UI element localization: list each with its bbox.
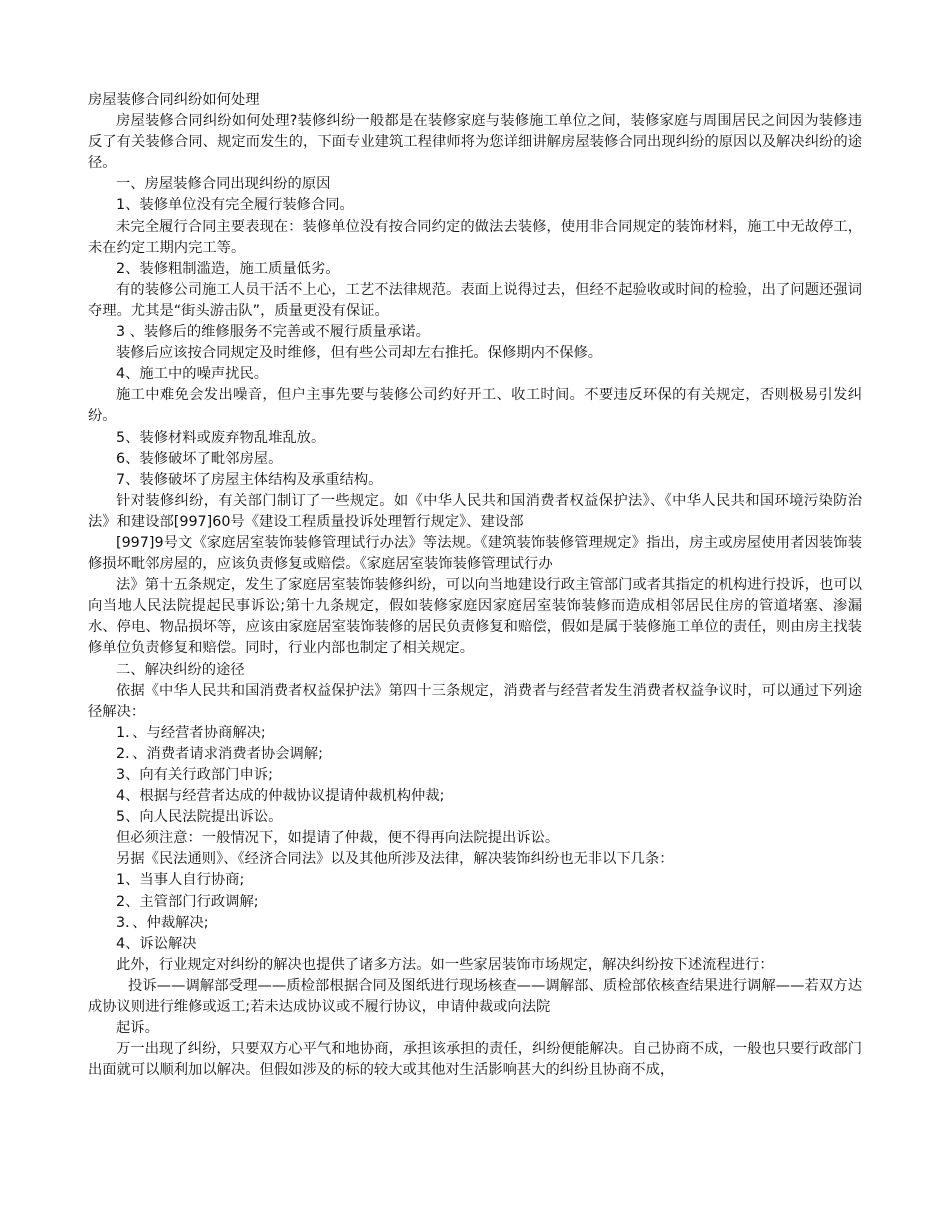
- paragraph: 装修后应该按合同规定及时维修，但有些公司却左右推托。保修期内不保修。: [116, 345, 603, 362]
- list-item: 4、诉讼解决: [116, 935, 197, 952]
- paragraph: 法》第十五条规定，发生了家庭居室装饰装修纠纷，可以向当地建设行政主管部门或者其指定的机构进行投诉，也可以向当地人民法院提起民事诉讼;第十九条规定，假如装修家庭因家庭居室装饰装修而造成相邻居民住房的管道堵塞、渗漏水、停电、物品损坏等，应该由家庭居室装饰装修的居民负责修复和赔偿，假如是属于装修施工单位的责任，则由房主找装修单位负责修复和赔偿。同时，行业内部也制定了相关规定。: [88, 577, 862, 657]
- section-heading: 一、房屋装修合同出现纠纷的原因: [116, 176, 331, 193]
- list-item: 1．、与经营者协商解决;: [116, 724, 266, 741]
- paragraph: 投诉——调解部受理——质检部根据合同及图纸进行现场核查——调解部、质检部依核查结果进行调解——若双方达成协议则进行维修或返工;若未达成协议或不履行协议，申请仲裁或向法院: [88, 977, 862, 1016]
- list-item: 6、装修破坏了毗邻房屋。: [116, 450, 283, 467]
- paragraph: 但必须注意：一般情况下，如提请了仲裁，便不得再向法院提出诉讼。: [116, 830, 560, 847]
- paragraph: 施工中难免会发出噪音，但户主事先要与装修公司约好开工、收工时间。不要违反环保的有关规定，否则极易引发纠纷。: [88, 387, 862, 425]
- list-item: 3．、仲裁解决;: [116, 914, 209, 931]
- paragraph: 未完全履行合同主要表现在：装修单位没有按合同约定的做法去装修，使用非合同规定的装饰材料，施工中无故停工，未在约定工期内完工等。: [88, 218, 862, 256]
- section-heading: 二、解决纠纷的途径: [116, 661, 245, 678]
- list-item: 3、向有关行政部门申诉;: [116, 767, 273, 783]
- paragraph: [997]9号文《家庭居室装饰装修管理试行办法》等法规。《建筑装饰装修管理规定》指出，房主或房屋使用者因装饰装修损坏毗邻房屋的，应该负责修复或赔偿。《家庭居室装饰装修管理试行办: [88, 534, 862, 573]
- paragraph: 万一出现了纠纷，只要双方心平气和地协商，承担该承担的责任，纠纷便能解决。自己协商不成，一般也只要行政部门出面就可以顺利加以解决。但假如涉及的标的较大或其他对生活影响甚大的纠纷且协商不成，: [88, 1041, 862, 1079]
- list-item: 1、当事人自行协商;: [116, 872, 245, 889]
- list-item: 4、根据与经营者达成的仲裁协议提请仲裁机构仲裁;: [116, 788, 445, 805]
- list-item: 2、装修粗制滥造，施工质量低劣。: [116, 260, 340, 277]
- list-item: 2．、消费者请求消费者协会调解;: [116, 745, 323, 762]
- paragraph: 房屋装修合同纠纷如何处理?装修纠纷一般都是在装修家庭与装修施工单位之间，装修家庭与周围居民之间因为装修违反了有关装修合同、规定而发生的，下面专业建筑工程律师将为您详细讲解房屋装修合同出现纠纷的原因以及解决纠纷的途径。: [88, 113, 862, 172]
- document-body: [88, 111, 862, 1081]
- paragraph: 针对装修纠纷，有关部门制订了一些规定。如《中华人民共和国消费者权益保护法》、《中华人民共和国环境污染防治法》和建设部[997]60号《建设工程质量投诉处理暂行规定》、建设部: [88, 492, 862, 530]
- list-item: 7、装修破坏了房屋主体结构及承重结构。: [116, 471, 383, 488]
- list-item: 4、施工中的噪声扰民。: [116, 366, 269, 383]
- list-item: 2、主管部门行政调解;: [116, 893, 259, 910]
- paragraph: 依据《中华人民共和国消费者权益保护法》第四十三条规定，消费者与经营者发生消费者权益争议时，可以通过下列途径解决：: [88, 682, 862, 720]
- document-title: 房屋装修合同纠纷如何处理: [88, 92, 260, 108]
- paragraph: 另据《民法通则》、《经济合同法》以及其他所涉及法律，解决装饰纠纷也无非以下几条：: [116, 851, 674, 868]
- list-item: 5、装修材料或废弃物乱堆乱放。: [116, 429, 326, 446]
- list-item: 5、向人民法院提出诉讼。: [116, 809, 283, 826]
- paragraph: 起诉。: [116, 1020, 159, 1037]
- paragraph: 此外，行业规定对纠纷的解决也提供了诸多方法。如一些家居装饰市场规定，解决纠纷按下述流程进行：: [116, 956, 774, 973]
- list-item: 3 、装修后的维修服务不完善或不履行质量承诺。: [116, 324, 430, 341]
- paragraph: 有的装修公司施工人员干活不上心，工艺不法律规范。表面上说得过去，但经不起验收或时间的检验，出了问题还强词夺理。尤其是“街头游击队”，质量更没有保证。: [88, 281, 862, 319]
- list-item: 1、装修单位没有完全履行装修合同。: [116, 197, 354, 214]
